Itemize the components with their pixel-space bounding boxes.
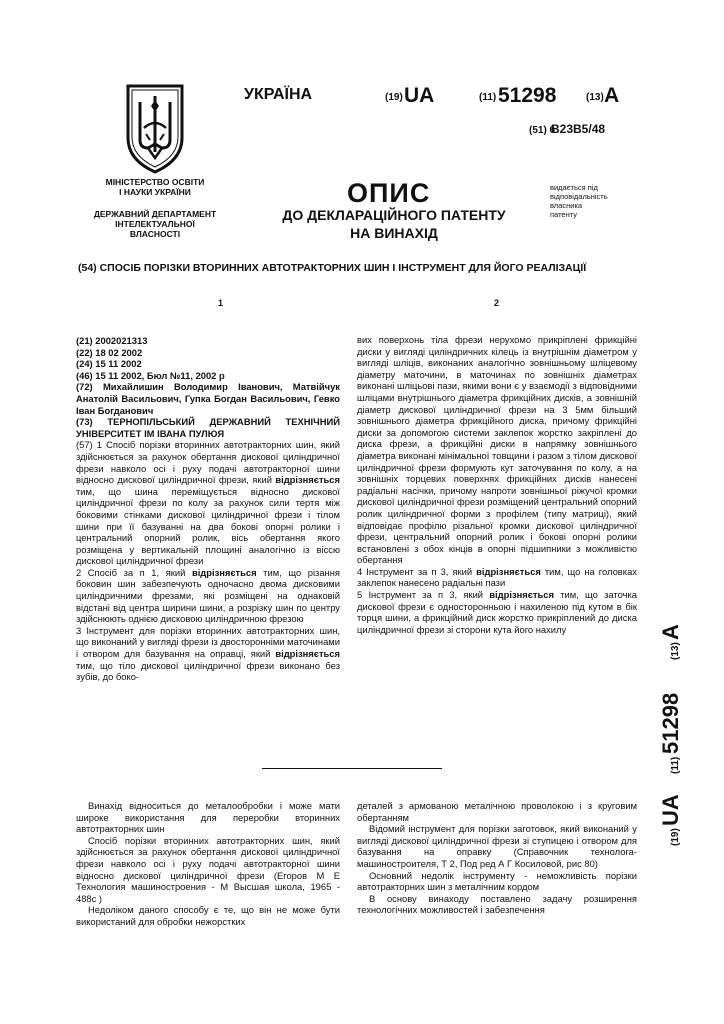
biblio-22: (22) 18 02 2002 [76, 346, 143, 358]
biblio-24: (24) 15 11 2002 [76, 358, 142, 370]
description-paragraph: Недоліком даного способу є те, що він не може бути використаний для обробки нежорстких [76, 904, 340, 927]
description-paragraph: Спосіб порізки вторинних автотракторних шин, який здійснюється за рахунок обертання дискової циліндричної фрези навколо осі і руху подачі автотракторної шини відносно дискової циліндричної фрези (Егоров М Е Технология машиностроения - М Высшая школа, 1965 - 488с ) [76, 834, 340, 904]
description-paragraph: В основу винаходу поставлено задачу розширення технологічних можливостей і забезпечення [357, 892, 637, 916]
claim-3-continued: вих поверхонь тіла фрези нерухомо прикріплені фрикційні диски у вигляді циліндричних кілець із внутрішнім діаметром у вигляді шліців, виконаних аналогічно зовнішньому шліцевому діаметру маточини, в маточинах по зовнішніх діаметрах виконані шліцьові пази, якими вони є у взаємодії з відповідними шліцами внутрішнього діаметра фрикційних дисків, а зовнішній діаметр дискової циліндричної фрези на 3 5мм більший зовнішнього діаметра фрикційного диска, причому фрикційні диски за допомогою системи заклепок жорстко закріплені до диска фрези, а фрикційні диски в напрямку зовнішнього діаметра виконані мінімальної товщини і разом з тілом дискової циліндричної фрези формують кут заточування по колу, а на зовнішніх торцевих поверхнях фрикційних дисків нанесені радіальні насічки, причому напроти зовнішньої ріжучої кромки дискової циліндричної фрези розміщений центральний опорний ролик циліндричної форми з профілем (типу матриці), який відповідає профілю різальної кромки дискової циліндричної фрези, центральний опорний ролик і бокові опорні ролики встановлені з обох кінців в опорні підшипники з можливістю обертання [357, 334, 637, 566]
description-paragraph: Основний недолік інструменту - неможливість порізки автотракторних шин з металічним кордом [357, 869, 637, 893]
patent-number: 51298 [498, 84, 557, 107]
column-number-left: 1 [218, 298, 224, 308]
claim-2: 2 Спосіб за п 1, який відрізняється тим, що різання боковин шин забезпечують одночасно двома дисковими циліндричними фрезами, які розміщені на однаковій відстані від центра ширини шини, а розрізку шин по центру здійснюють однією дисковою циліндричною фрезою [76, 566, 340, 625]
description-left-column [76, 800, 340, 928]
biblio-21: (21) 2002021313 [76, 335, 148, 346]
vertical-country-code: UA [658, 794, 683, 826]
ipc-class: B23B5/48 [551, 122, 606, 136]
description-paragraph: Винахід відноситься до металообробки і може мати широке використання для переробки вторинних автотракторних шин [76, 800, 340, 835]
biblio-72: (72) Михайлишин Володимир Іванович, Матвійчук Анатолій Васильович, Гупка Богдан Васильович, Гевко Іван Богданович [76, 381, 340, 416]
claims-left-column [76, 335, 340, 683]
country-code: UA [404, 84, 435, 107]
ministry-name: МІНІСТЕРСТВО ОСВІТИ І НАУКИ УКРАЇНИ [105, 177, 205, 197]
section-divider [262, 768, 442, 769]
vertical-code-19: (19) [670, 828, 681, 846]
document-subtitle-2: НА ВИНАХІД [350, 225, 438, 241]
vertical-code-11: (11) [670, 756, 681, 774]
vertical-code-13: (13) [670, 642, 681, 660]
trident-emblem-icon [122, 82, 188, 176]
description-paragraph: деталей з армованою металічною проволокою і з круговим обертанням [357, 800, 637, 823]
claims-right-column [357, 334, 637, 635]
column-number-right: 2 [494, 298, 500, 308]
description-right-column [357, 800, 637, 916]
description-paragraph: Відомий інструмент для порізки заготовок, який виконаний у вигляді дискової циліндричної фрези зі ступицею і отвором для базування на оправку (Справочник технолога-машиностроителя, Т 2, Под ред А Г Косиловой, рис 80) [357, 823, 637, 869]
department-name: ДЕРЖАВНИЙ ДЕПАРТАМЕНТ ІНТЕЛЕКТУАЛЬНОЇ ВЛАСНОСТІ [93, 209, 217, 239]
kind-code: A [604, 84, 620, 107]
vertical-patent-number [648, 588, 688, 848]
claim-1: (57) 1 Спосіб порізки вторинних автотракторних шин, який здійснюється за рахунок обертання дискової циліндричної фрези навколо осі і руху подачі автотракторної шини відносно дискової циліндричної фрези, який відрізняється тим, що шина переміщується відносно дискової циліндричної фрези по колу за рахунок сили тертя між боковими стінками дискової циліндричної фрези і тілом шини при її базуванні на два бокові опорні ролики і центральний опорний ролик, вісь обертання якого розміщена у вертикальній площині аналогічно із віссю дискової циліндричної фрези [76, 439, 340, 567]
biblio-46: (46) 15 11 2002, Бюл №11, 2002 р [76, 369, 225, 381]
country-name: УКРАЇНА [244, 86, 313, 103]
document-subtitle-1: ДО ДЕКЛАРАЦІЙНОГО ПАТЕНТУ [282, 207, 506, 223]
claim-5: 5 Інструмент за п 3, який відрізняється тим, що заточка дискової фрези є односторонньою і нахиленою під кутом в бік торця шини, а фрикційний диск жорстко прикріплений до диска циліндричної фрези зі сторони кута його нахилу [357, 589, 637, 635]
inid-code-19: (19) [385, 92, 403, 103]
inid-code-51: (51) 6 [529, 125, 556, 136]
inid-code-11: (11) [479, 92, 497, 103]
document-title: ОПИС [347, 178, 431, 208]
claim-4: 4 Інструмент за п 3, який відрізняється тим, що на головках заклепок нанесено радіальні пази [357, 565, 637, 589]
claim-3: 3 Інструмент для порізки вторинних автотракторних шин, що виконаний у вигляді фрези із двосторонніми маточинами і отвором для базування на оправці, який відрізняється тим, що тіло дискової циліндричної фрези виконано без зубів, до боко- [76, 624, 340, 683]
issued-note: видається під відповідальність власника патенту [550, 183, 608, 219]
vertical-patent-number-text: 51298 [658, 692, 683, 754]
vertical-kind-code: A [658, 624, 683, 640]
invention-title: (54) СПОСІБ ПОРІЗКИ ВТОРИННИХ АВТОТРАКТОРНИХ ШИН І ІНСТРУМЕНТ ДЛЯ ЙОГО РЕАЛІЗАЦІЇ [78, 262, 587, 274]
inid-code-13: (13) [586, 92, 604, 103]
biblio-73: (73) ТЕРНОПІЛЬСЬКИЙ ДЕРЖАВНИЙ ТЕХНІЧНИЙ УНІВЕРСИТЕТ ІМ ІВАНА ПУЛЮЯ [76, 416, 340, 439]
